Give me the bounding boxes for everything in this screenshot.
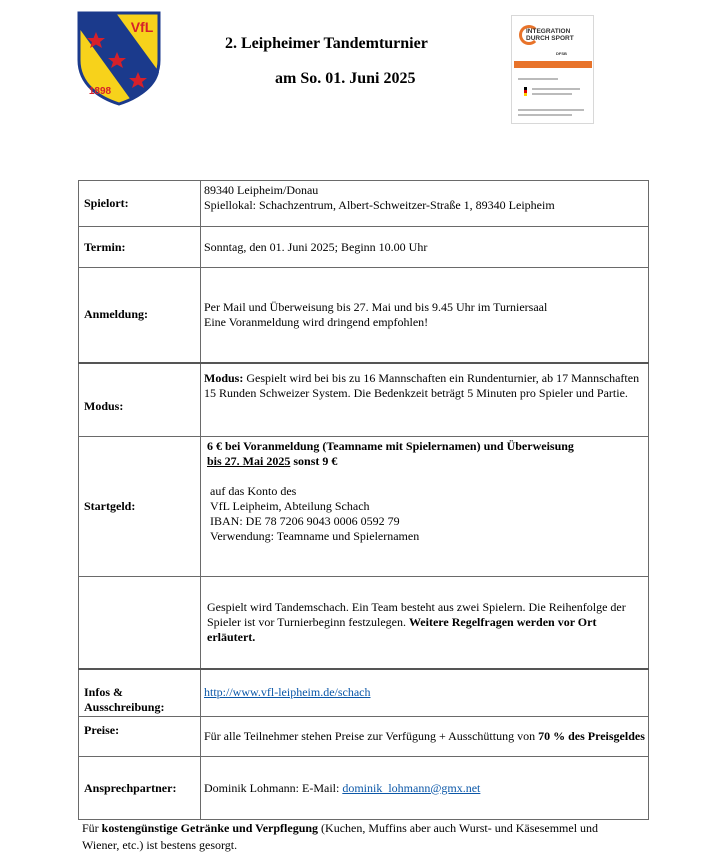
page-title-line2: am So. 01. Juni 2025 (275, 70, 416, 87)
crest-text: VfL (130, 19, 154, 35)
row-preise (79, 717, 649, 757)
label-ansprechpartner: Ansprechpartner: (79, 757, 201, 820)
integration-logo-text: INTEGRATION DURCH SPORT (526, 28, 574, 42)
crest-year: 1898 (88, 86, 112, 97)
value-ansprechpartner: Dominik Lohmann: E-Mail: dominik_lohmann@gmx.net (201, 757, 649, 820)
german-flag-icon (524, 87, 527, 96)
label-termin: Termin: (79, 227, 201, 268)
row-spielort (79, 181, 649, 227)
label-preise: Preise: (79, 717, 201, 757)
label-modus: Modus: (79, 363, 201, 437)
value-infos (201, 669, 649, 717)
row-ansprechpartner (79, 757, 649, 820)
page-title-line1: 2. Leipheimer Tandemturnier (225, 35, 428, 52)
integration-logo-band (514, 61, 592, 68)
row-startgeld (79, 437, 649, 577)
value-spielort: 89340 Leipheim/Donau Spiellokal: Schachzentrum, Albert-Schweitzer-Straße 1, 89340 Leipheim (201, 181, 649, 227)
footer-note: Für kostengünstige Getränke und Verpflegung (Kuchen, Muffins aber auch Wurst- und Käsesemmel und Wiener, etc.) ist bestens gesorgt. (82, 821, 599, 852)
label-infos: Infos & Ausschreibung: (79, 669, 201, 717)
value-preise: Für alle Teilnehmer stehen Preise zur Verfügung + Ausschüttung von 70 % des Preisgeldes (201, 717, 649, 757)
value-startgeld: 6 € bei Voranmeldung (Teamname mit Spielernamen) und Überweisung bis 27. Mai 2025 sonst 9 € auf das Konto des VfL Leipheim, Abteilung Schach IBAN: DE 78 7206 9043 0006 0592 79 Verwendung: Teamname und Spielernamen (201, 437, 649, 577)
label-startgeld: Startgeld: (79, 437, 201, 577)
integration-logo-org: DFSB (556, 51, 567, 56)
email-link[interactable]: dominik_lohmann@gmx.net (342, 780, 481, 795)
value-termin: Sonntag, den 01. Juni 2025; Beginn 10.00 Uhr (201, 227, 649, 268)
label-regeln-empty (79, 577, 201, 669)
integration-durch-sport-logo (511, 15, 594, 124)
label-spielort: Spielort: (79, 181, 201, 227)
row-termin (79, 227, 649, 268)
row-regeln (79, 577, 649, 669)
label-anmeldung: Anmeldung: (79, 268, 201, 363)
row-infos (79, 669, 649, 717)
vfl-crest-logo (76, 10, 162, 106)
value-modus: Modus: Gespielt wird bei bis zu 16 Mannschaften ein Rundenturnier, ab 17 Mannschaften 15 Runden Schweizer System. Die Bedenkzeit beträgt 5 Minuten pro Spieler und Partie. (201, 363, 649, 437)
row-modus (79, 363, 649, 437)
tournament-info-table (78, 180, 649, 820)
website-link[interactable]: http://www.vfl-leipheim.de/schach (204, 685, 371, 700)
value-anmeldung: Per Mail und Überweisung bis 27. Mai und bis 9.45 Uhr im Turniersaal Eine Voranmeldung wird dringend empfohlen! (201, 268, 649, 363)
value-regeln: Gespielt wird Tandemschach. Ein Team besteht aus zwei Spielern. Die Reihenfolge der Spieler ist vor Turnierbeginn festzulegen. Weitere Regelfragen werden vor Ort erläutert. (201, 577, 649, 669)
row-anmeldung (79, 268, 649, 363)
